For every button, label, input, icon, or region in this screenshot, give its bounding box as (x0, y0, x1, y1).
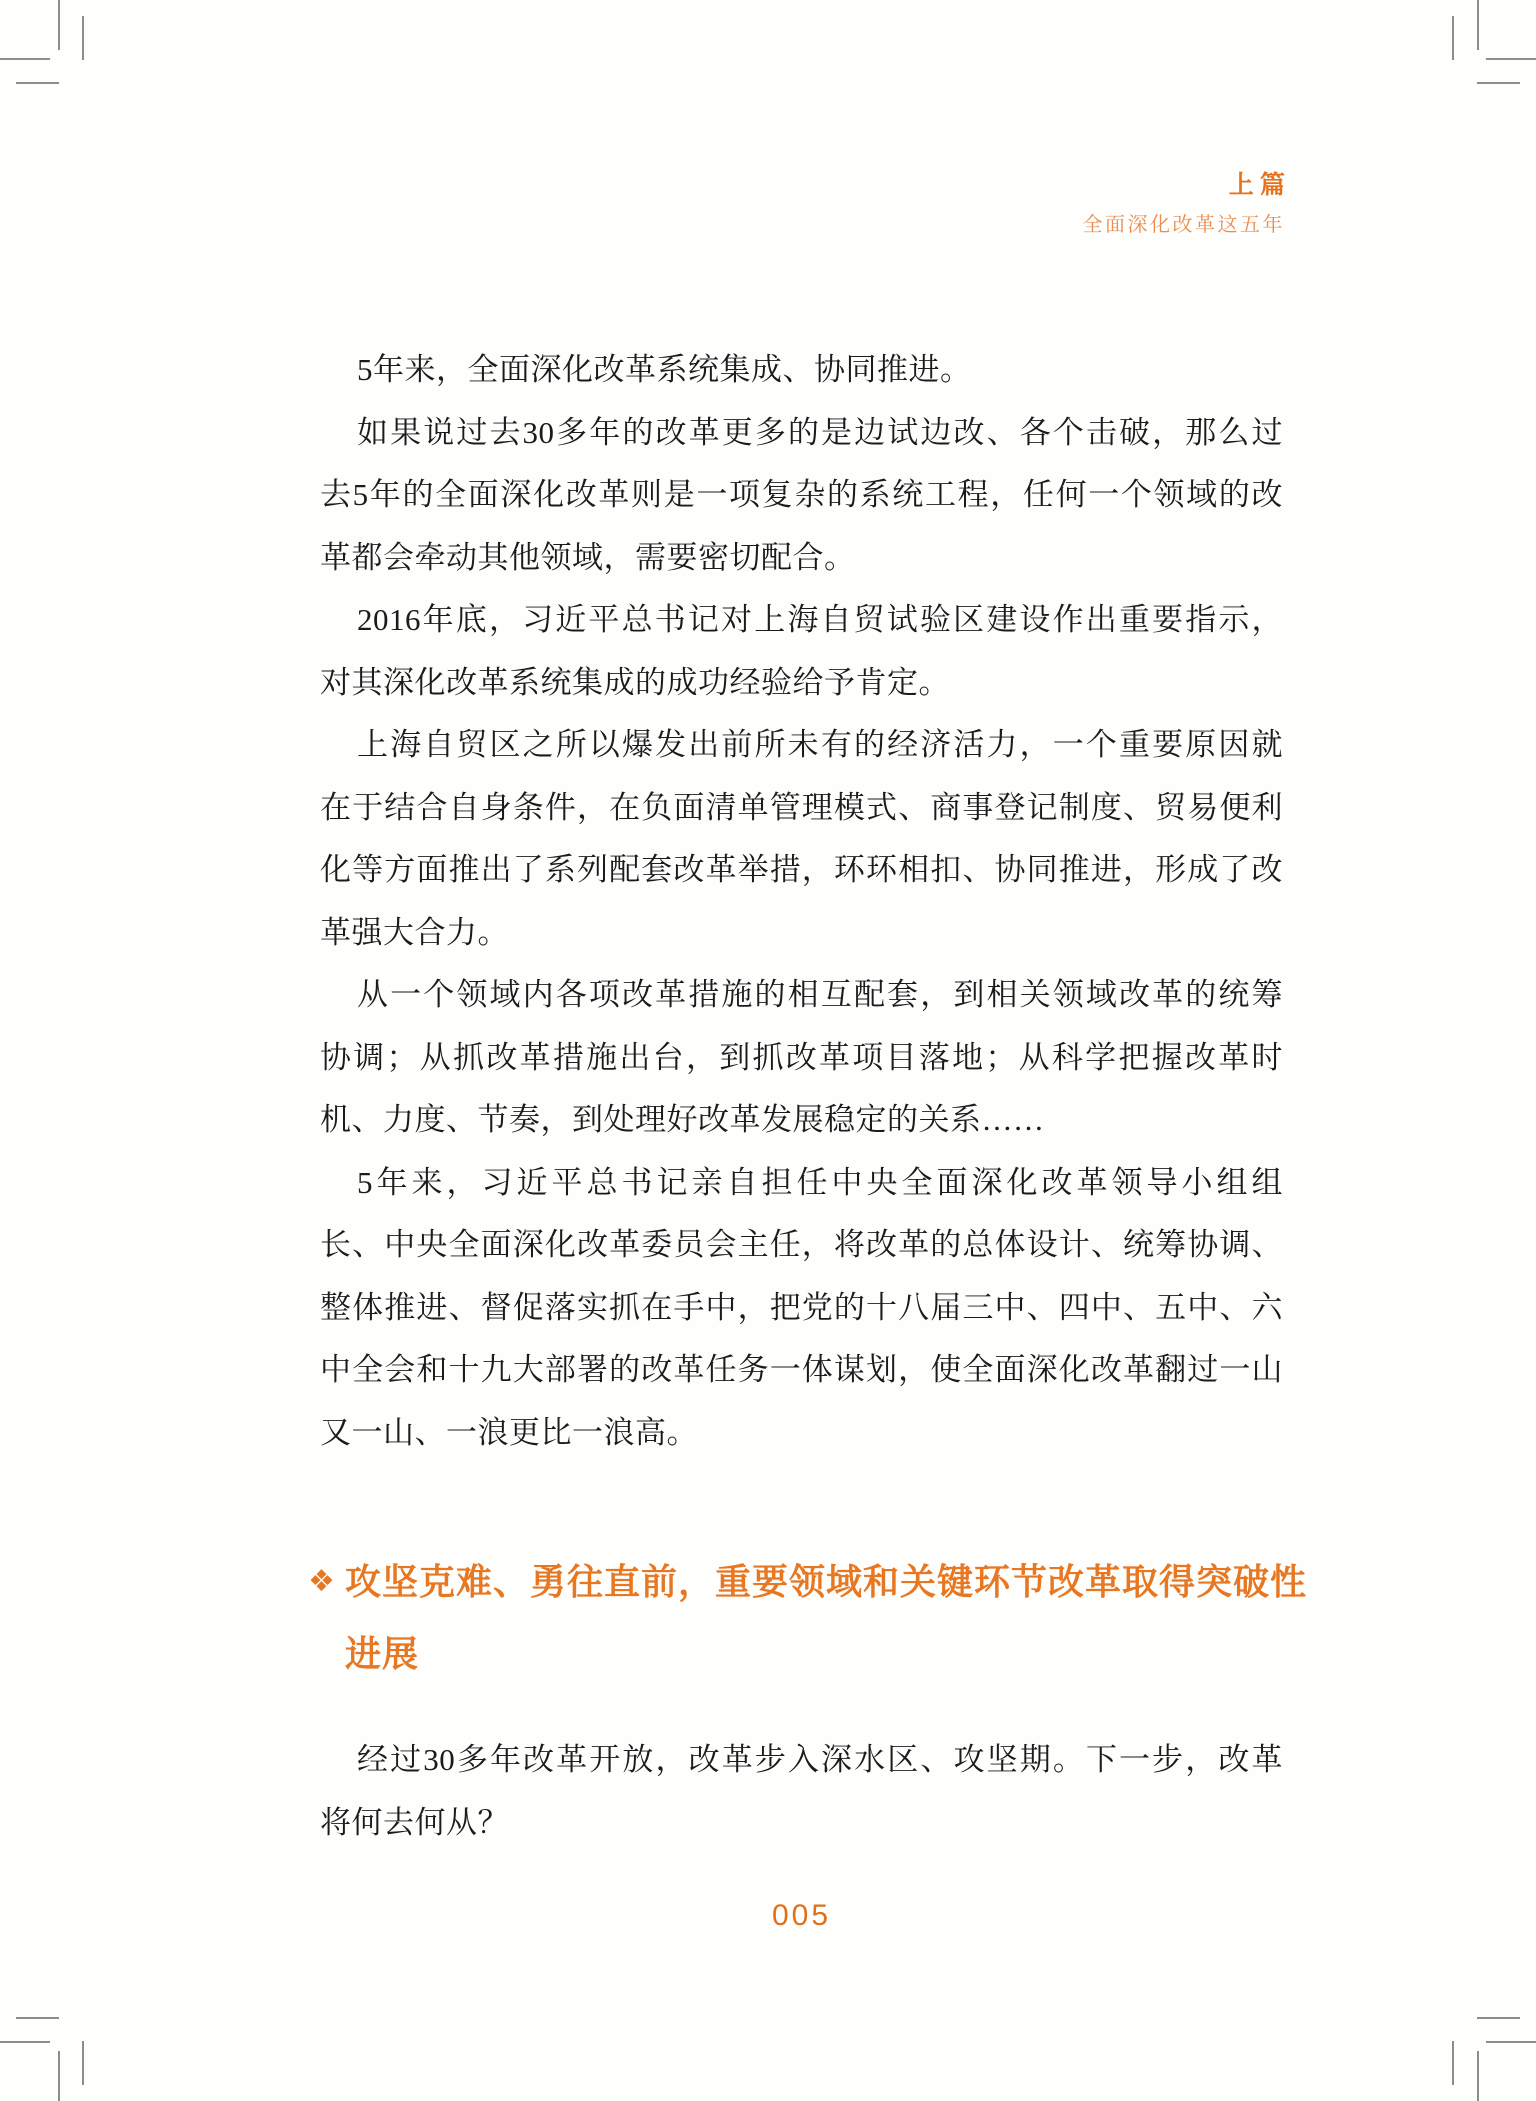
body-text-block-2 (320, 1729, 1283, 1854)
section-heading-line1 (308, 1546, 1318, 1618)
body-text-line: 在于结合自身条件，在负面清单管理模式、商事登记制度、贸易便利 (320, 789, 1283, 825)
body-text-line: 从一个领域内各项改革措施的相互配套，到相关领域改革的统筹 (357, 977, 1283, 1012)
diamond-bullet-icon: ❖ (308, 1564, 336, 1599)
body-text-line: 长、中央全面深化改革委员会主任，将改革的总体设计、统筹协调、 (320, 1227, 1283, 1262)
body-text-line: 5年来，全面深化改革系统集成、协同推进。 (357, 352, 972, 387)
crop-mark (1486, 58, 1536, 60)
crop-mark (82, 2041, 84, 2085)
header-book-title: 全面深化改革这五年 (1082, 214, 1285, 236)
page-number: 005 (771, 1899, 832, 1932)
crop-mark (16, 2017, 59, 2019)
crop-mark (16, 82, 59, 84)
crop-mark (0, 2041, 50, 2043)
body-text-line: 5年来，习近平总书记亲自担任中央全面深化改革领导小组组 (357, 1164, 1283, 1200)
crop-mark (1477, 2017, 1520, 2019)
header-section-label: 上 篇 (1228, 172, 1285, 199)
crop-mark (1477, 2051, 1479, 2101)
crop-mark (1452, 2041, 1454, 2085)
crop-mark (82, 16, 84, 60)
crop-mark (1477, 82, 1520, 84)
crop-mark (58, 2051, 60, 2101)
crop-mark (0, 58, 50, 60)
crop-mark (1477, 0, 1479, 50)
body-text-line: 2016年底，习近平总书记对上海自贸试验区建设作出重要指示， (357, 602, 1283, 637)
body-text-line: 中全会和十九大部署的改革任务一体谋划，使全面深化改革翻过一山 (320, 1352, 1283, 1387)
body-text-line: 革强大合力。 (320, 914, 509, 950)
body-text-line: 上海自贸区之所以爆发出前所未有的经济活力，一个重要原因就 (357, 727, 1283, 762)
body-text-line: 机、力度、节奏，到处理好改革发展稳定的关系…… (320, 1102, 1045, 1137)
body-text-line: 革都会牵动其他领域，需要密切配合。 (320, 539, 856, 575)
body-text-line: 又一山、一浪更比一浪高。 (320, 1414, 698, 1450)
body-text-line: 整体推进、督促落实抓在手中，把党的十八届三中、四中、五中、六 (320, 1289, 1283, 1325)
running-header (780, 168, 1285, 240)
crop-mark (58, 0, 60, 50)
section-heading-line2: 进展 (345, 1633, 420, 1674)
crop-mark (1486, 2041, 1536, 2043)
body-text-line: 将何去何从？ (320, 1804, 509, 1840)
body-text-line: 去5年的全面深化改革则是一项复杂的系统工程，任何一个领域的改 (320, 477, 1283, 512)
section-heading-text: 攻坚克难、勇往直前，重要领域和关键环节改革取得突破性 (345, 1561, 1308, 1602)
body-text-line: 经过30多年改革开放，改革步入深水区、攻坚期。下一步，改革 (357, 1742, 1283, 1777)
body-text-line: 对其深化改革系统集成的成功经验给予肯定。 (320, 664, 950, 700)
body-text-line: 如果说过去30多年的改革更多的是边试边改、各个击破，那么过 (357, 414, 1283, 450)
body-text-line: 化等方面推出了系列配套改革举措，环环相扣、协同推进，形成了改 (320, 852, 1283, 887)
body-text-line: 协调；从抓改革措施出台，到抓改革项目落地；从科学把握改革时 (320, 1039, 1283, 1075)
crop-mark (1452, 16, 1454, 60)
body-text-block-1 (320, 339, 1283, 1464)
section-heading (308, 1546, 1318, 1690)
